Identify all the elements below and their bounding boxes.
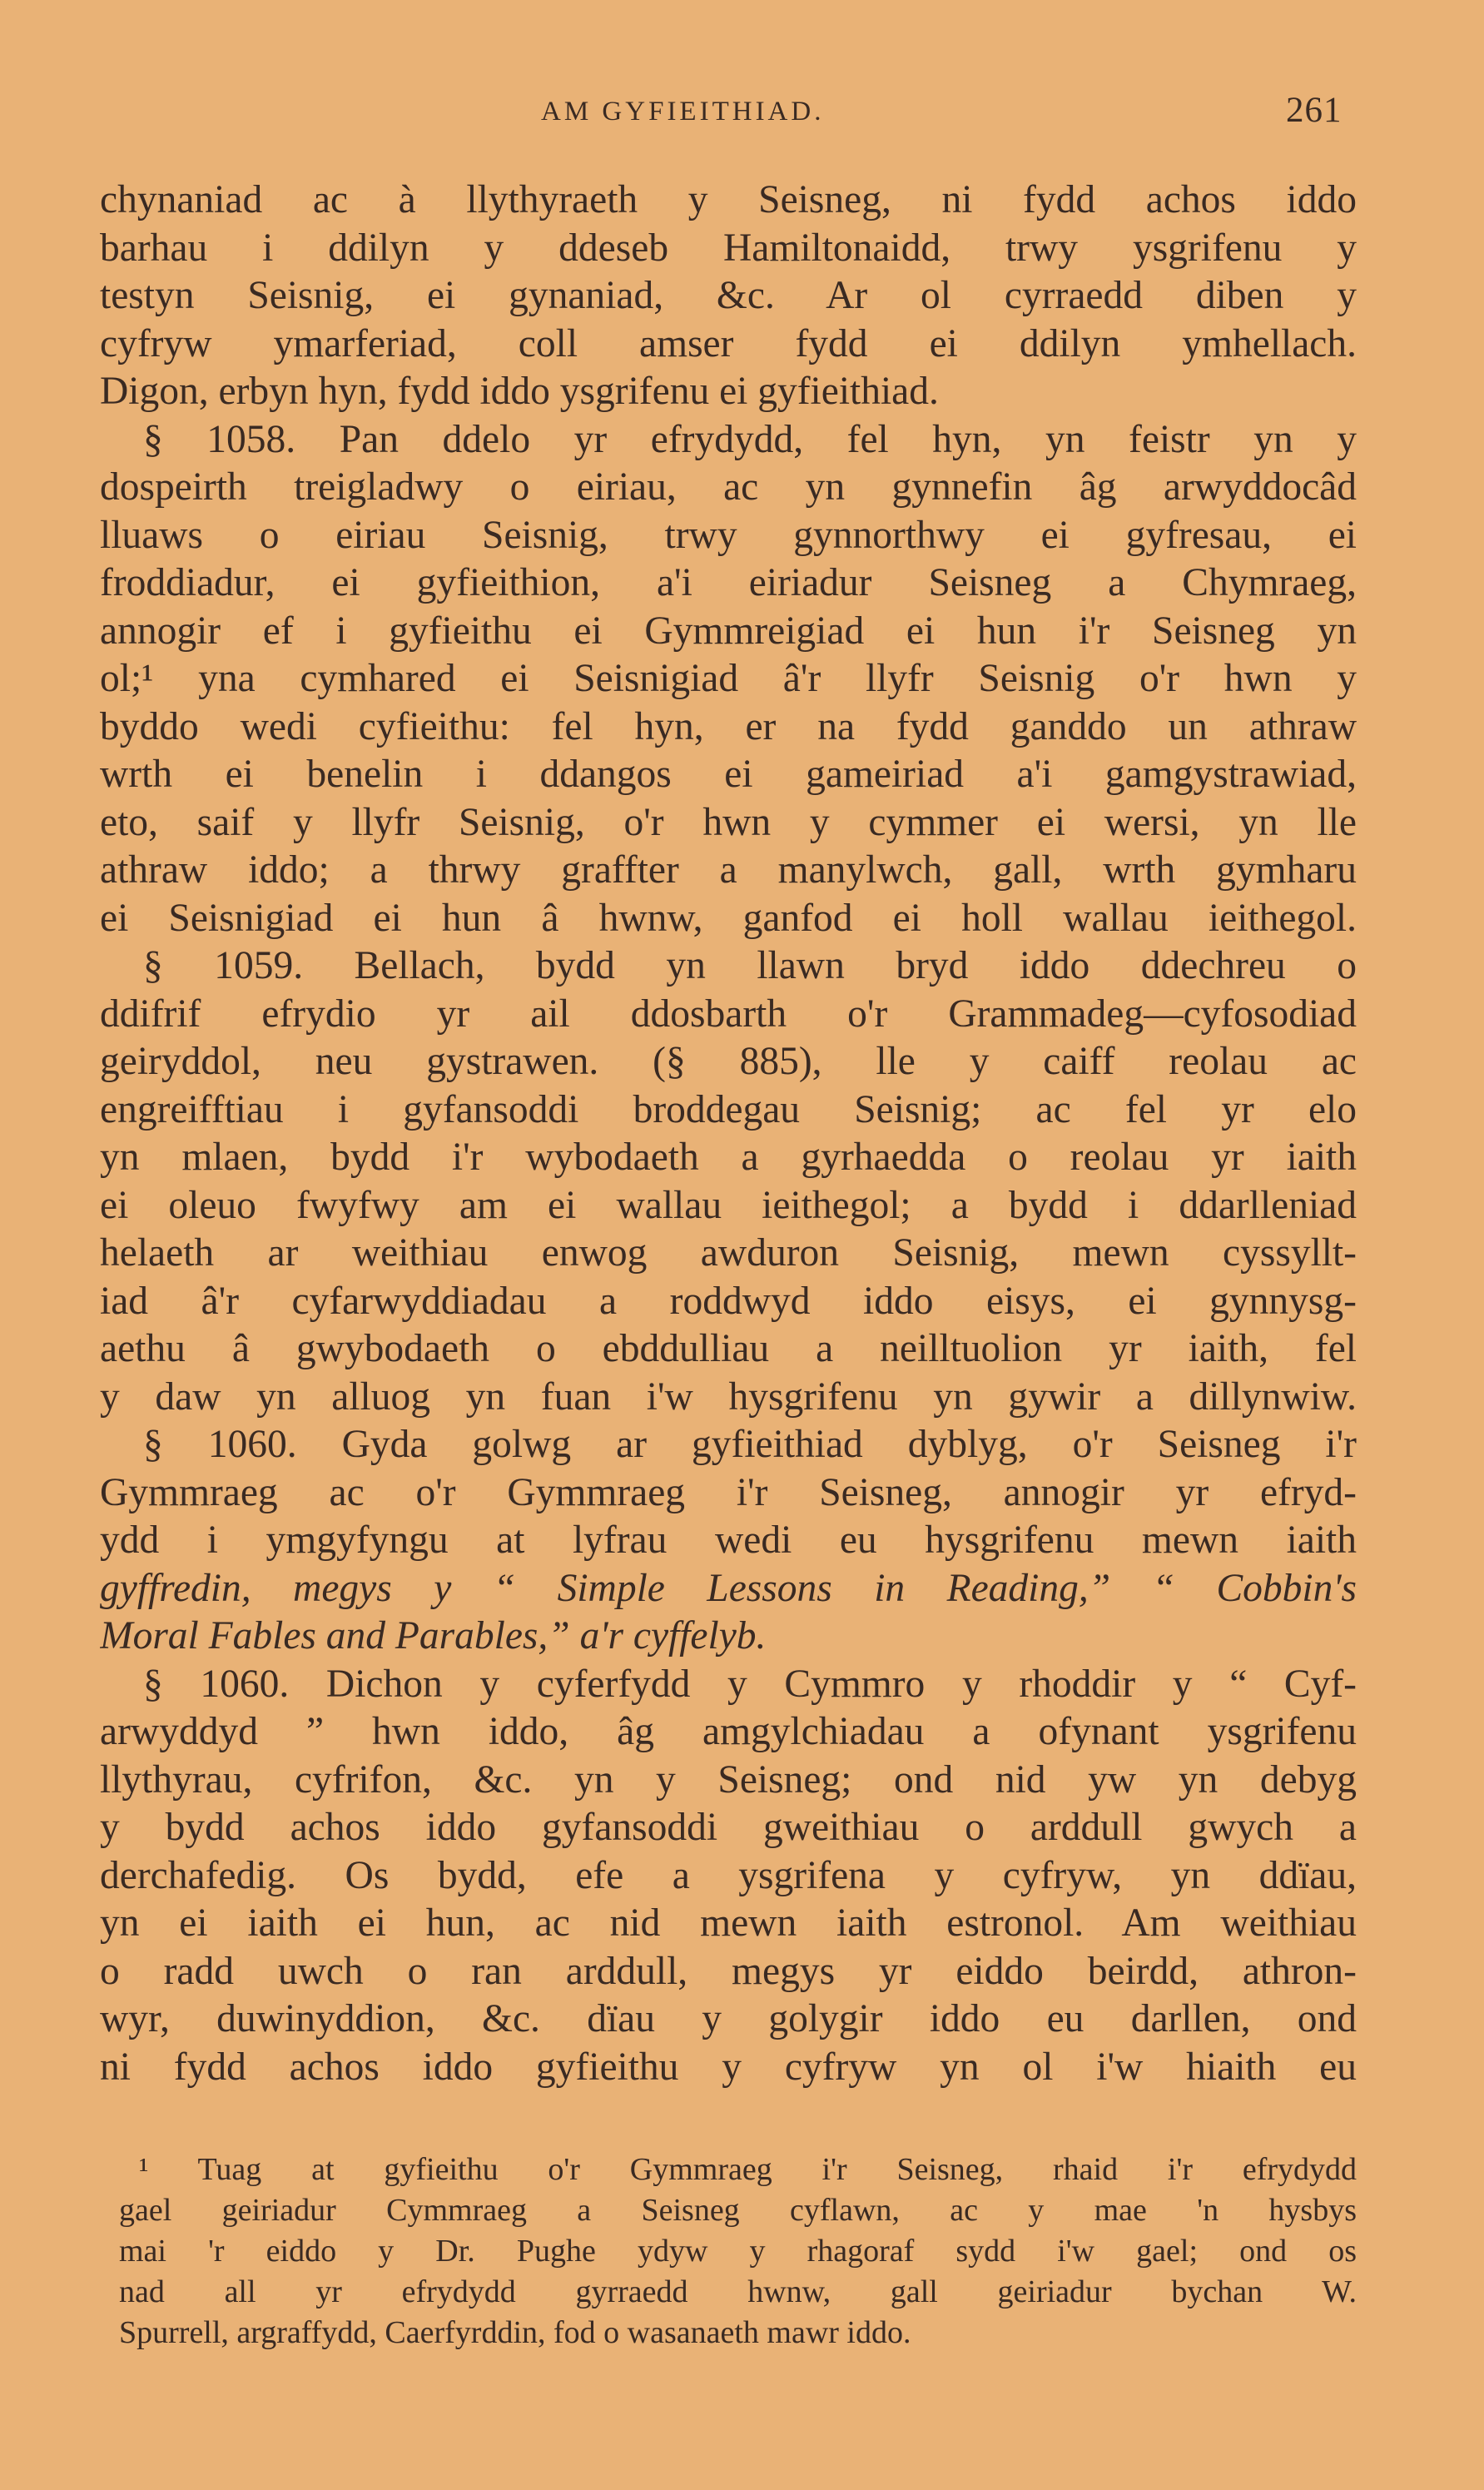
- text-line: llythyrau, cyfrifon, &c. yn y Seisneg; ond nid yw yn debyg: [100, 1757, 1357, 1802]
- text-line: iad â'r cyfarwyddiadau a roddwyd iddo eisys, ei gynnysg-: [100, 1279, 1357, 1323]
- text-line: arwyddyd ” hwn iddo, âg amgylchiadau a ofynant ysgrifenu: [100, 1710, 1357, 1753]
- text-line: ol;¹ yna cymhared ei Seisnigiad â'r llyfr Seisnig o'r hwn y: [100, 657, 1357, 700]
- page-number: 261: [1286, 91, 1343, 130]
- text-line: barhau i ddilyn y ddeseb Hamiltonaidd, trwy ysgrifenu y: [100, 226, 1357, 270]
- text-line: ddifrif efrydio yr ail ddosbarth o'r Grammadeg—cyfosodiad: [100, 992, 1357, 1036]
- text-line: o radd uwch o ran arddull, megys yr eiddo beirdd, athron-: [100, 1949, 1357, 1993]
- text-line: gyffredin, megys y “ Simple Lessons in Reading,” “ Cobbin's: [100, 1566, 1357, 1610]
- footnote-line: Spurrell, argraffydd, Caerfyrddin, fod o wasanaeth mawr iddo.: [119, 2315, 911, 2350]
- text-line: geiryddol, neu gystrawen. (§ 885), lle y caiff reolau ac: [100, 1040, 1357, 1083]
- running-head: AM GYFIEITHIAD.: [541, 97, 825, 127]
- text-line: Moral Fables and Parables,” a'r cyffelyb.: [100, 1614, 767, 1658]
- footnotes: [119, 2150, 1357, 2353]
- text-line: ei oleuo fwyfwy am ei wallau ieithegol; a bydd i ddarlleniad: [100, 1183, 1357, 1227]
- text-line: lluaws o eiriau Seisnig, trwy gynnorthwy ei gyfresau, ei: [100, 513, 1357, 557]
- text-line: athraw iddo; a thrwy graffter a manylwch, gall, wrth gymharu: [100, 848, 1357, 892]
- page-header: [0, 90, 1484, 140]
- footnote-line: nad all yr efrydydd gyrraedd hwnw, gall geiriadur bychan W.: [119, 2274, 1357, 2309]
- text-line: helaeth ar weithiau enwog awduron Seisnig, mewn cyssyllt-: [100, 1231, 1357, 1275]
- text-line: dospeirth treigladwy o eiriau, ac yn gynnefin âg arwyddocâd: [100, 465, 1357, 509]
- text-line: yn mlaen, bydd i'r wybodaeth a gyrhaedda o reolau yr iaith: [100, 1136, 1357, 1179]
- text-line: § 1058. Pan ddelo yr efrydydd, fel hyn, yn feistr yn y: [143, 417, 1357, 461]
- text-line: aethu â gwybodaeth o ebddulliau a neilltuolion yr iaith, fel: [100, 1327, 1357, 1370]
- text-line: derchafedig. Os bydd, efe a ysgrifena y cyfryw, yn ddïau,: [100, 1853, 1357, 1897]
- text-line: § 1059. Bellach, bydd yn llawn bryd iddo ddechreu o: [143, 944, 1357, 987]
- text-line: Gymmraeg ac o'r Gymmraeg i'r Seisneg, annogir yr efryd-: [100, 1470, 1357, 1514]
- text-line: wrth ei benelin i ddangos ei gameiriad a'i gamgystrawiad,: [100, 753, 1357, 796]
- text-line: byddo wedi cyfieithu: fel hyn, er na fydd ganddo un athraw: [100, 704, 1357, 748]
- text-line: eto, saif y llyfr Seisnig, o'r hwn y cymmer ei wersi, yn lle: [100, 800, 1357, 844]
- text-line: ni fydd achos iddo gyfieithu y cyfryw yn ol i'w hiaith eu: [100, 2045, 1357, 2089]
- text-line: engreifftiau i gyfansoddi broddegau Seisnig; ac fel yr elo: [100, 1087, 1357, 1131]
- text-line: ydd i ymgyfyngu at lyfrau wedi eu hysgrifenu mewn iaith: [100, 1518, 1357, 1562]
- text-line: Digon, erbyn hyn, fydd iddo ysgrifenu ei gyfieithiad.: [100, 370, 939, 413]
- text-line: § 1060. Dichon y cyferfydd y Cymmro y rhoddir y “ Cyf-: [143, 1662, 1357, 1706]
- main-text: [100, 176, 1357, 2091]
- text-line: yn ei iaith ei hun, ac nid mewn iaith estronol. Am weithiau: [100, 1901, 1357, 1945]
- text-line: froddiadur, ei gyfieithion, a'i eiriadur Seisneg a Chymraeg,: [100, 561, 1357, 604]
- text-line: chynaniad ac à llythyraeth y Seisneg, ni fydd achos iddo: [100, 178, 1357, 221]
- text-line: § 1060. Gyda golwg ar gyfieithiad dyblyg, o'r Seisneg i'r: [143, 1423, 1357, 1466]
- footnote-line: gael geiriadur Cymmraeg a Seisneg cyflawn, ac y mae 'n hysbys: [119, 2193, 1357, 2228]
- text-line: wyr, duwinyddion, &c. dïau y golygir iddo eu darllen, ond: [100, 1997, 1357, 2040]
- footnote-line: mai 'r eiddo y Dr. Pughe ydyw y rhagoraf sydd i'w gael; ond os: [119, 2234, 1357, 2269]
- text-line: y daw yn alluog yn fuan i'w hysgrifenu yn gywir a dillynwiw.: [100, 1374, 1357, 1419]
- text-line: cyfryw ymarferiad, coll amser fydd ei ddilyn ymhellach.: [100, 321, 1357, 365]
- text-line: ei Seisnigiad ei hun â hwnw, ganfod ei holl wallau ieithegol.: [100, 896, 1357, 940]
- text-line: testyn Seisnig, ei gynaniad, &c. Ar ol cyrraedd diben y: [100, 274, 1357, 317]
- text-line: annogir ef i gyfieithu ei Gymmreigiad ei hun i'r Seisneg yn: [100, 609, 1357, 653]
- text-line: y bydd achos iddo gyfansoddi gweithiau o arddull gwych a: [100, 1806, 1357, 1849]
- footnote-line: ¹ Tuag at gyfieithu o'r Gymmraeg i'r Seisneg, rhaid i'r efrydydd: [139, 2152, 1357, 2187]
